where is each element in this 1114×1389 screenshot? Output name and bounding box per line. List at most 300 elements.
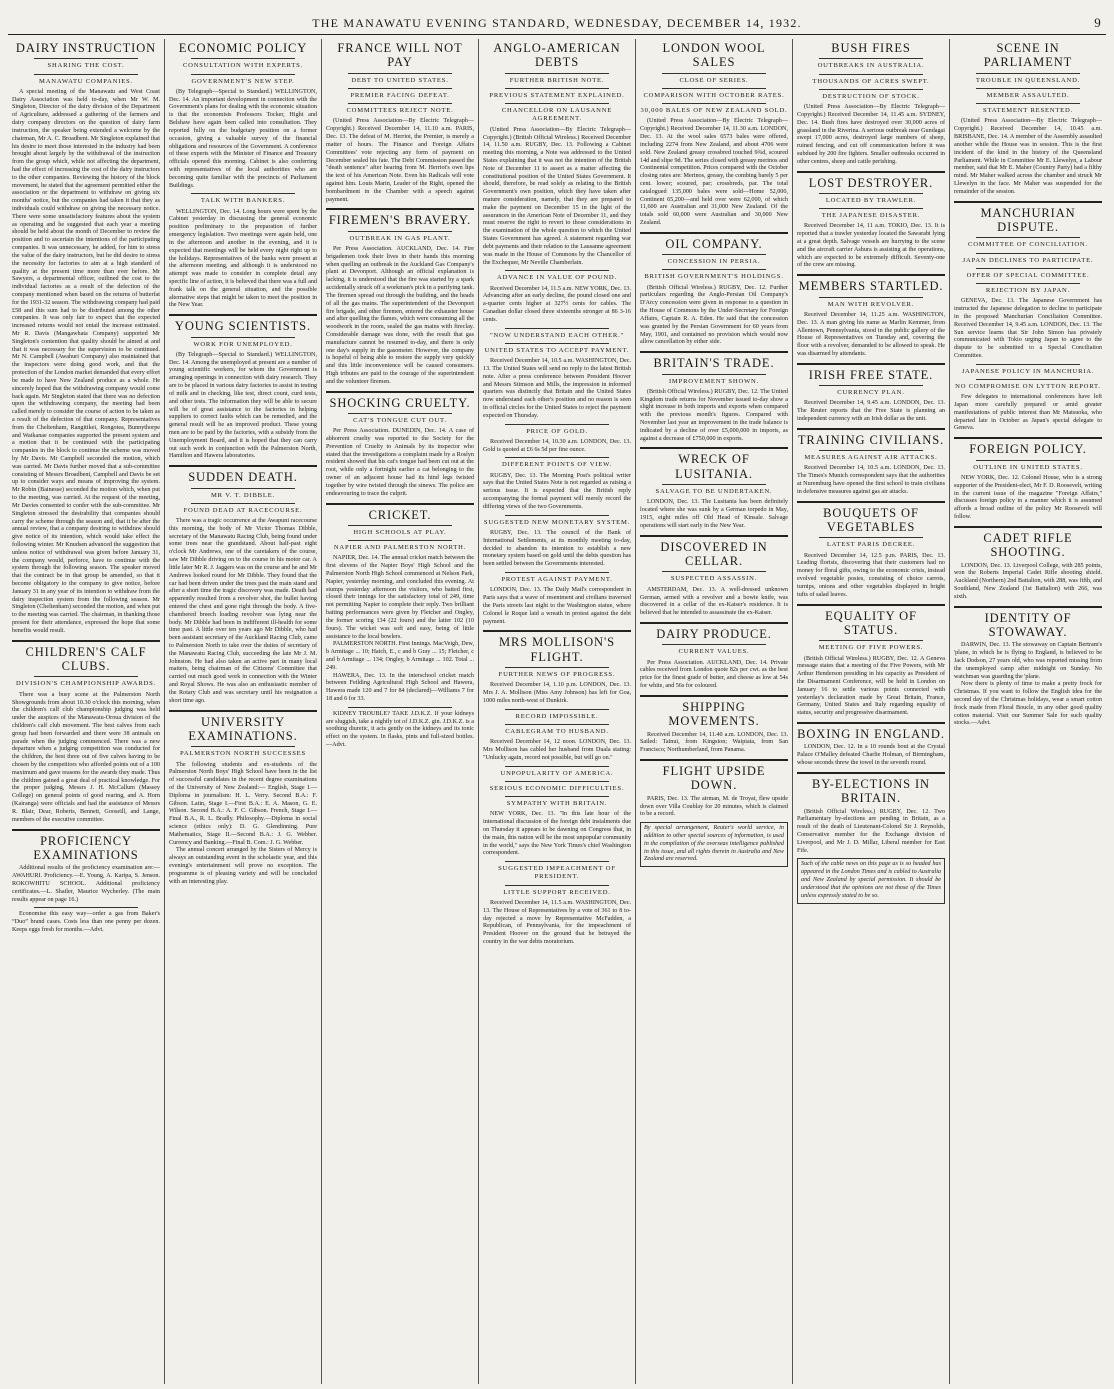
article xyxy=(640,447,788,530)
article-headline: CRICKET. xyxy=(368,507,432,522)
article-headline: FIREMEN'S BRAVERY. xyxy=(328,213,472,228)
article-paragraph: The following students and ex-students of the Palmerston North Boys' High School have been in the list of successful candidates in the recent degree examinations of the University of New Zealand:— English, Stage I.—Diploma in journalism: H. L. Verry. Second B.A.: F. Gibson. Latin, Stage I.—First B.A.: E. A. Mason, G. E. Wilson. Second B.A.: A. F. C. Gibson. French, Stage I.—Final B.A., R. L. Bradly. Philosophy.—Diploma in social science (ethics only): D. G. Glendinning. Pure Mathematics, Stage II.—Second B.A.: J. G. Webber. Currency and Banking.—Final B. Com.: J. G. Webber. xyxy=(169,761,317,846)
column-3 xyxy=(322,39,479,1384)
article-headline: IRISH FREE STATE. xyxy=(808,367,934,382)
article-paragraph: DARWIN, Dec. 13. The stowaway on Captain Bertram's 'plane, in which he is flying to England, is believed to be Jack Dodson, 27 years old, who was reported missing from the unemployed camp after midnight on Sunday. No watchman was guarding the 'plane. xyxy=(954,642,1102,680)
article-subheading: NAPIER AND PALMERSTON NORTH. xyxy=(333,544,467,552)
article-subheading: WORK FOR UNEMPLOYED. xyxy=(193,340,293,348)
article-headline: SHOCKING CRUELTY. xyxy=(329,395,471,410)
article-paragraph: NEW YORK, Dec. 12. Colonel House, who is a strong supporter of the President-elect, Mr F. D. Roosevelt, writing in the current issue of the magazine "Foreign Affairs," discusses foreign policy in a manner which it is assumed affords a broad outline of the policy Mr Roosevelt will follow. xyxy=(954,474,1102,520)
sub-rule xyxy=(662,269,766,270)
section-rule xyxy=(505,457,609,458)
article-divider xyxy=(954,201,1102,203)
sub-rule xyxy=(505,796,609,797)
article-paragraph: Received December 14, 12 noon. LONDON, Dec. 13. Mrs Mollison has cabled her husband from Duala stating: "Unlucky again, record not possible, but will go on." xyxy=(483,739,631,761)
article xyxy=(169,465,317,705)
article xyxy=(797,428,945,497)
article-subheading: IMPROVEMENT SHOWN. xyxy=(668,377,760,385)
sub-rule xyxy=(976,460,1080,461)
article-paragraph: (United Press Association—By Electric Telegraph—Copyright.) Received December 14, 11.10 a.m. PARIS, Dec. 13. The defeat of M. Herriot, the Premier, is merely a matter of hours. The Finance and Foreign Affairs Committees' vote rejecting any form of payment on December sealed his fate. The Debt Commission passed the "death sentence" after hearing from M. Herriot's own lips the text of his American Note. Even his Radicals will vote against him. Louis Marin, Leader of the Right, opened the bombardment in the Chamber with a speech against payment. xyxy=(326,118,474,203)
article-paragraph: KIDNEY TROUBLE? TAKE J.D.K.Z. If your kidneys are sluggish, take a nightly tot of J.D.K.Z. gin. J.D.K.Z. is a soothing diuretic, it acts gently on the kidneys and its tonic effect on the system. In flasks, pints and full-sized bottles.—Advt. xyxy=(326,710,474,749)
article-headline: WRECK OF LUSITANIA. xyxy=(675,452,753,481)
article-paragraph: NEW YORK, Dec. 13. "In this late hour of the international discussion of the foreign debt instalments due on Thursday it appears to be dawning on Congress that, in the main, this nation will be the most unpopular community in the world," says the New York Times's chief Washington correspondent. xyxy=(483,811,631,857)
article-paragraph: Received December 14, 11.5 a.m. NEW YORK, Dec. 13. Advancing after an early decline, the pound closed one and a-quarter cents higher at 327½ cents for cables. The Canadian dollar closed three sixteenths stronger at 86 3-16 cents. xyxy=(483,285,631,323)
sub-rule xyxy=(191,74,295,75)
article-divider xyxy=(483,630,631,632)
sub-rule xyxy=(191,746,295,747)
sub-rule xyxy=(505,724,609,725)
article-subheading: MEMBER ASSAULTED. xyxy=(986,91,1070,99)
article xyxy=(483,709,631,763)
article-headline: DAIRY PRODUCE. xyxy=(656,626,772,641)
article-subheading: BRITISH GOVERNMENT'S HOLDINGS. xyxy=(644,273,784,281)
article-divider xyxy=(797,604,945,606)
article-subheading: THOUSANDS OF ACRES SWEPT. xyxy=(812,77,930,85)
article-paragraph: Few delegates to international conferences have left Japan more carefully prepared or amid greater manifestations of public interest than Mr Matsuoka, who departed late in October as Japan's special delegate to Geneva. xyxy=(954,394,1102,432)
article-subheading: SYMPATHY WITH BRITAIN. xyxy=(506,800,608,808)
article-divider xyxy=(640,622,788,624)
article-paragraph: Received December 14, 11 a.m. TOKIO, Dec. 13. It is reported that a trawler yesterday located the Sawarabi lying at a great depth. Salvage vessels are hurrying to the scene and the aircraft carrier Ashura is assisting at the operations, which are expected to be extremely difficult. Seventy-one of the crew are missing. xyxy=(797,223,945,269)
article-paragraph: (United Press Association—By Electric Telegraph—Copyright.) Received December 14, 11.45 a.m. SYDNEY, Dec. 14. Bush fires have destroyed over 30,000 acres of grassland in the Riverina. A serious outbreak near Gundagai swept 17,000 acres, destroyed large numbers of sheep, ruined fencing, and cut off communication before it was subdued by 200 fire fighters. Smaller outbreaks occurred in other centres, sheep and cattle perishing. xyxy=(797,104,945,165)
article-headline: MEMBERS STARTLED. xyxy=(798,279,944,294)
article-headline: BRITAIN'S TRADE. xyxy=(653,356,775,371)
article-paragraph: LONDON, Dec. 12. In a 10 rounds bout at the Crystal Palace O'Malley defeated Charlie Holman, of Birmingham, whose seconds threw the towel in the seventh round. xyxy=(797,744,945,767)
article-divider xyxy=(12,640,160,642)
sub-rule xyxy=(662,571,766,572)
article xyxy=(797,722,945,768)
article-paragraph: There was a busy scene at the Palmerston North Showgrounds from about 10.30 o'clock this morning, when the children's calf club championship judging was held under the auspices of the Manawatu-Oroua division of the children's calf club movement. The best calves from each group had been forwarded and there were 38 animals on parade when the judging commenced. There was a new departure when a judging competition was conducted for the children, the best three out of five calves having to be chosen by the competitors who afforded points out of a 100 maximum and gave reasons for the awards they made. Thus the children gained a great deal of practical knowledge. For the proper judging, Messrs J. H. McCallum (Massey College) on general points of good rearing, and A. Horn (Kairanga) were officials and had the assistance of Messrs R. Blair, Dear, Roberts, Bennett, Gooseill, and Lange, members of the executive committee. xyxy=(12,691,160,823)
article-divider xyxy=(954,606,1102,608)
article-subheading: SUGGESTED IMPEACHMENT OF PRESIDENT. xyxy=(498,865,616,881)
section-rule xyxy=(191,193,295,194)
article-divider xyxy=(640,759,788,761)
sub-rule xyxy=(34,74,138,75)
article xyxy=(954,437,1102,521)
sub-rule xyxy=(976,379,1080,380)
article-divider xyxy=(640,447,788,449)
article xyxy=(954,201,1102,361)
article-paragraph: (British Official Wireless.) RUGBY, Dec. 12. Further particulars regarding the Anglo-Persian Oil Company's D'Arcy concession were given in response to a question in the House of Commons by the Under-Secretary for Foreign Affairs, Captain R. A. Eden. He said that the concession was granted by the Persian Government for 60 years from May, 1901, and contained no provision which would now allow cancellation by either side. xyxy=(640,284,788,346)
article xyxy=(797,41,945,167)
article-paragraph: There was a tragic occurrence at the Awapuni racecourse this morning, the body of Mr Victor Thomas Dibble, secretary of the Manawatu Racing Club, being found under some trees near the grandstand. About half-past eight o'clock Mr Andrews, one of the caretakers of the course, saw Mr Dibble driving on to the course in his motor car. A little later Mr R. J. Jaggers was on the course and he and Mr Andrews looked round for Mr Dibble. They found that the car had been driven under the trees past the main stand and after a short time the tragic discovery was made. Death had apparently resulted from a revolver shot, the bullet having entered the chest and gone right through the body. A five-chambered breech loading revolver was lying near the body. Mr Dibble had been in indifferent ill-health for some time past. A little over ten years ago Mr Dibble, who had been assistant secretary of the Auckland Racing Club, came to Palmerston North to take over the duties of secretary of the Manawatu Racing Club, succeeding the late Mr J. M. Johnston. He had also taken an active part in many local matters, being chairman of the Citizens' Committee that carried out much good work in connection with the Winter and Royal Shows. He was also an enthusiastic member of the Rotary Club and was secretary until his resignation a short time ago. xyxy=(169,518,317,704)
sub-rule xyxy=(505,885,609,886)
article-headline: DISCOVERED IN CELLAR. xyxy=(660,539,768,569)
article xyxy=(483,424,631,455)
article-divider xyxy=(169,314,317,316)
column-6 xyxy=(793,39,950,1384)
article-subheading: CAT'S TONGUE CUT OUT. xyxy=(353,417,447,424)
article-subheading: MANAWATU COMPANIES. xyxy=(39,77,133,85)
sub-rule xyxy=(976,283,1080,284)
article-subheading: COMMITTEE OF CONCILIATION. xyxy=(968,241,1088,249)
columns-container xyxy=(8,39,1106,1384)
article-subheading: FURTHER NEWS OF PROGRESS. xyxy=(498,671,616,679)
article-subheading: SALVAGE TO BE UNDERTAKEN. xyxy=(655,488,773,496)
article-divider xyxy=(797,171,945,173)
article-paragraph: A special meeting of the Manawatu and West Coast Dairy Association was held to-day, when Mr W. M. Singleton, Director of the dairy division of the Department of Agriculture, addressed a gathering of the farmers and dairy company directors on the question of dairy farm instruction, the speaker being extended a welcome by the chairman, Mr A. C. Broadbent. Mr Singleton explained that his desire to meet those interested in the industry had been brought about largely by the withdrawal of the instruction from the group which, while not affecting the department, had the effect of increasing the cost of the dairy instructors to the other companies. Reviewing the history of the block movement, he stated that the agreement permitted either the association or the department to withdraw on giving six months' notice, but the companies had taken it that they as individuals could withdraw on giving the necessary notice. There were some unsatisfactory features about the system as operating and he suggested that each year a meeting should be held about the month of December to review the position and to ascertain the intentions of the participating companies. It was unnecessary, he added, for him to stress the value of the dairy instructors, but he did desire to stress the necessity for factories to aim at a high standard of quality at the present time more than ever before. Mr Sawyers, a departmental officer, outlined the cost to the individual factories as a result of the defection of the company mentioned when based on the returns of butterfat for the 1931-32 season. The withdrawing company had paid £58 and this sum had to be distributed among the other companies. It was only fair to expect that the expected increased returns would not entail the increase estimated. Mr R. Davis (Mangawhata Company) supported Mr Singleton's contention that quality should be aimed at and that it was necessary for the supervision to be continued. Mr N. Campbell (Awahuri Company) also maintained that the inspectors were doing good work, and that the protection of the London market demanded that every effort be made to have New Zealand produce as a whole. He sincerely hoped that the withdrawing company would come back again. Mr Singleton stated that there was no defection upon the withdrawing company, the meeting had been called merely to consider the course of action to be taken as a result of the defection of that company. Representatives from the Cheltenham, Rangitikei, Rongotea, Bunnythorpe and Waikanae companies supported the present system and a motion that it be continued with the participating companies in the block to continue the scheme was moved by Mr Davis. Mr Campbell seconded the motion, which was carried. Mr Davis further moved that a sub-committee consisting of Messrs Broadbent, Campbell and Davis be set up to consider ways and means of improving the system. Mr Robin (Bainesse) seconded the motion which, when put to the meeting, was carried. At the request of the meeting, Mr Davies consented to confer with the sub-committee. Mr Singleton stressed the desirability that companies should carry the scheme through the season and, that it be after the annual review, that a company desiring to withdraw should give notice of its intention, which would take effect the following winter. Mr Knudsen advanced the suggestion that unless notice of withdrawal was given before January 31, the company would, perforce, have to continue with the system through the following season. The speaker moved that the contract be in that group be amended, so that it become obligatory to the company to give notice, before January 31 in any year of its intention to withdraw from the dairy inspection system from the following season. Mr Singleton (Cheltenham) seconded the motion, and when put to the meeting was carried. The chairman, in thanking those present for their attendance, expressed the hope that some benefits would result. xyxy=(12,88,160,634)
article xyxy=(640,41,788,228)
section-rule xyxy=(505,328,609,329)
article xyxy=(797,604,945,718)
article-subheading: TALK WITH BANKERS. xyxy=(200,197,286,205)
section-rule xyxy=(505,709,609,710)
article-paragraph: Received December 14, 10.5 a.m. LONDON, Dec. 13. The Times's Munich correspondent says that the authorities at Nuremburg have opened the first school to train civilians in defensive measures against gas air attacks. xyxy=(797,465,945,495)
article-paragraph: Per Press Association. AUCKLAND, Dec. 14. Private cables received from London quote 82s per cwt. as the best price for the finest grade of butter, and cheese as low at 54s for white, and 56s for coloured. xyxy=(640,659,788,689)
article-divider xyxy=(797,363,945,365)
article-subheading: DESTRUCTION OF STOCK. xyxy=(822,92,920,100)
sub-rule xyxy=(505,73,609,74)
article-divider xyxy=(326,208,474,210)
sub-rule xyxy=(348,88,452,89)
article-subheading: CONCESSION IN PERSIA. xyxy=(667,258,761,266)
article-headline: SCENE IN PARLIAMENT xyxy=(983,41,1073,70)
masthead-title: THE MANAWATU EVENING STANDARD, WEDNESDAY, DECEMBER 14, 1932. xyxy=(312,16,802,30)
sub-rule xyxy=(191,488,295,489)
article-paragraph: PALMERSTON NORTH. First Innings. MacVeigh, Dew, b Armitage ... 10; Hatch, E., c and b Gray ... 15; Fletcher, c and b Armitage ... 134; Ongley, b Armitage ... 102. Total ... 249. xyxy=(326,641,474,671)
article xyxy=(483,861,631,947)
article-headline: IDENTITY OF STOWAWAY. xyxy=(984,610,1072,639)
sub-rule xyxy=(191,337,295,338)
article-subheading: SERIOUS ECONOMIC DIFFICULTIES. xyxy=(489,784,625,792)
article-headline: LOST DESTROYER. xyxy=(808,175,934,190)
article-subheading: GOVERNMENT'S NEW STEP. xyxy=(191,77,295,85)
article-subheading: JAPAN DECLINES TO PARTICIPATE. xyxy=(962,256,1094,264)
sub-rule xyxy=(976,73,1080,74)
article-subheading: REJECTION BY JAPAN. xyxy=(985,287,1071,295)
article-headline: UNIVERSITY EXAMINATIONS. xyxy=(188,714,298,743)
sub-rule xyxy=(348,103,452,104)
sub-rule xyxy=(662,73,766,74)
article-paragraph: Received December 14, 12.5 p.m. PARIS, Dec. 13. Leading florists, discovering that their customers had no money for floral gifts, owing to the economic crisis, instead evolved vegetable posies, consisting of choice carrots, turnips, onions and other vegetables displayed in bright tufts of salad leaves. xyxy=(797,552,945,598)
article-subheading: SUGGESTED NEW MONETARY SYSTEM. xyxy=(483,518,631,526)
article-subheading: PALMERSTON NORTH SUCCESSES xyxy=(180,750,306,758)
article-paragraph: AMSTERDAM, Dec. 13. A well-dressed unknown German, armed with a revolver and a bowie knife, was discovered in a cellar of the ex-Kaiser's residence. It is believed that he intended to assassinate the ex-Kaiser. xyxy=(640,586,788,617)
sub-rule xyxy=(976,88,1080,89)
article xyxy=(326,391,474,499)
sub-rule xyxy=(505,667,609,668)
article-headline: FOREIGN POLICY. xyxy=(969,442,1087,457)
article-divider xyxy=(954,526,1102,528)
sub-rule xyxy=(348,540,452,541)
article xyxy=(640,622,788,691)
article-divider xyxy=(797,274,945,276)
article-paragraph: Additional results of the proficiency examination are:— AWAHURI. Proficiency.—E. Young, A. Karipa, S. Jenson. ROKOWHITU SCHOOL. Additional proficiency certificates.—L. Shailer, Maurice Wycherley. (The main results appear on page 16.) xyxy=(12,865,160,903)
article-subheading: COMPARISON WITH OCTOBER RATES. xyxy=(643,91,785,99)
article-headline: BOXING IN ENGLAND. xyxy=(797,727,945,742)
article-subheading: PREMIER FACING DEFEAT. xyxy=(350,91,450,99)
article-headline: FRANCE WILL NOT PAY xyxy=(337,41,463,70)
article-subheading: PREVIOUS STATEMENT EXPLAINED. xyxy=(489,91,625,99)
article-subheading: CURRENT VALUES. xyxy=(678,648,750,656)
article-headline: SHIPPING MOVEMENTS. xyxy=(668,699,760,729)
article-paragraph: (British Official Wireless.) RUGBY, Dec. 12. A Geneva message states that a meeting of the Five Powers, with Mr Arthur Henderson presiding in his capacity as President of the Disarmament Conference, will be held in London on January 16 to settle various points connected with yesterday's declaration made by Great Britain, France, Germany, United States and Italy regarding equality of status, security and progressive disarmament. xyxy=(797,655,945,717)
article-subheading: NO COMPROMISE ON LYTTON REPORT. xyxy=(955,383,1101,390)
article-paragraph: (By Telegraph—Special to Standard.) WELLINGTON, Dec. 14. Among the unemployed at present are a number of young scientific workers, for whom the Government is arranging openings in connection with dairy research. They are to be placed in various dairy factories to assist in testing of milk and in checking, like test, direct count, curd tests, and other tests. The information they will be able to secure will be of great assistance to the factories in helping suppliers to correct faults which can be remedied, and the general result will be an improved product. These young men are to be paid by the factories, with a subsidy from the Unemployment Board, and it is hoped that they can carry out such work in conjunction with the Palmerston North, Hamilton and Hawera laboratories. xyxy=(169,351,317,460)
article-headline: BY-ELECTIONS IN BRITAIN. xyxy=(811,776,930,806)
sub-rule xyxy=(819,89,923,90)
article-paragraph: (British Official Wireless.) RUGBY, Dec. 12. Two Parliamentary by-elections are pending in Britain, as a result of the death of Lieutenant-Colonel Sir J. Reynolds, Conservative member for the Exchange division of Liverpool, and Mr J. D. Millar, Liberal member for East Fife. xyxy=(797,808,945,854)
article xyxy=(483,41,631,267)
sub-rule xyxy=(976,253,1080,254)
article xyxy=(169,314,317,461)
article-subheading: TROUBLE IN QUEENSLAND. xyxy=(975,76,1081,84)
article-headline: YOUNG SCIENTISTS. xyxy=(174,319,312,334)
article xyxy=(797,363,945,424)
sub-rule xyxy=(191,58,295,59)
article-divider xyxy=(326,503,474,505)
article-paragraph: Economise this easy way—order a gas from Baker's “Duo” brand cases. Costs less than one penny per dozen. Keeps eggs fresh for months.—Advt. xyxy=(12,911,160,933)
article xyxy=(12,829,160,905)
article-headline: MANCHURIAN DISPUTE. xyxy=(980,205,1076,234)
article-divider xyxy=(797,428,945,430)
article-paragraph: (United Press Association—By Electric Telegraph—Copyright.) (British Official Wireless.) Received December 14, 11.50 a.m. RUGBY, Dec. 13. Following a Cabinet meeting this morning, a Note was addressed to the United States explaining that it was not the intention of the British Note of December 11 to assert as a matter affecting the constitutional position of the United States Government. It should, therefore, be read solely as relating to the British Government's own position, which they have taken after mature consideration, namely, that they are prepared to make the payment on December 15 in the light of the assurances in the American Note of December 11, and they must reserve the right to revert to those considerations in the examination of the whole question to which the United States Government has agreed. A statement regarding war debt payments and their relation to the Lausanne agreement was made in the House of Commons by the Chancellor of the Exchequer, Mr Neville Chamberlain. xyxy=(483,126,631,266)
article-paragraph: WELLINGTON, Dec. 14. Long hours were spent by the Cabinet yesterday in discussing the general economic position preliminary to the preparation of further emergency legislation. Two meetings were again held, one in the afternoon and another in the evening, and it is expected that meetings will be held every night right up to the holidays. Representatives of the banks were present at the afternoon meeting, and although it is understood no attempt was made to consider in complete detail any specific line of action, it is believed that there was a full and frank talk on the general situation, and the possible alternative steps that might be taken to meet the position in the New Year. xyxy=(169,208,317,309)
sub-rule xyxy=(34,58,138,59)
article-subheading: DIFFERENT POINTS OF VIEW. xyxy=(501,461,612,469)
sub-rule xyxy=(819,208,923,209)
article-headline: BOUQUETS OF VEGETABLES xyxy=(823,505,919,535)
article-subheading: FURTHER BRITISH NOTE. xyxy=(509,76,605,84)
sub-rule xyxy=(819,297,923,298)
sub-rule xyxy=(34,676,138,677)
article xyxy=(169,710,317,887)
article-subheading: COMMITTEES REJECT NOTE. xyxy=(346,107,454,115)
sub-rule xyxy=(819,385,923,386)
article-subheading: MR V. T. DIBBLE. xyxy=(211,491,275,499)
sub-rule xyxy=(819,640,923,641)
sub-rule xyxy=(348,525,452,526)
sub-rule xyxy=(819,74,923,75)
article xyxy=(12,907,160,934)
sub-rule xyxy=(505,343,609,344)
article-subheading: RECORD IMPOSSIBLE. xyxy=(515,712,599,720)
article-headline: EQUALITY OF STATUS. xyxy=(825,608,917,637)
article-headline: BUSH FIRES xyxy=(831,41,911,55)
sub-rule xyxy=(348,231,452,232)
article xyxy=(797,171,945,271)
article-paragraph: (United Press Association—By Electric Telegraph—Copyright.) Received December 14, 10.45 a.m. BRISBANE, Dec. 14. A member of the Assembly assaulted another while the House was in session. This is the first incident of the kind in the history of the Queensland Parliament. While in Committee Mr E. Llewelyn, a Labour member, said that Mr E. Maher (Country Party) had a filthy mind. Mr Maher walked across the chamber and struck Mr Llewelyn in the face. Mr Maher was suspended for the remainder of the session. xyxy=(954,118,1102,195)
sub-rule xyxy=(505,88,609,89)
sub-rule xyxy=(662,103,766,104)
sub-rule xyxy=(505,781,609,782)
article-divider xyxy=(640,535,788,537)
article-subheading: CONSULTATION WITH EXPERTS. xyxy=(182,62,304,70)
section-rule xyxy=(505,515,609,516)
article-paragraph: The annual concert arranged by the Sisters of Mercy is always an outstanding event in the scholastic year, and this evening's entertainment will prove no exception. The programme is of pleasing variety and will be concluded with an interesting play. xyxy=(169,847,317,885)
article-paragraph: Received December 14, 1.10 p.m. LONDON, Dec. 13. Mrs J. A. Mollison (Miss Amy Johnson) has left for Goa, 1000 miles north-west of Dunkirk. xyxy=(483,682,631,704)
article-paragraph: LONDON, Dec. 13. Liverpool College, with 285 points, won the Roberts Imperial Cadet Rifle shooting shield. Auckland (Northern) 2nd Battalion, with 288, was fifth, and Southland, New Zealand (1st Battalion) with 266, was sixth. xyxy=(954,562,1102,600)
sub-rule xyxy=(662,484,766,485)
article-headline: CADET RIFLE SHOOTING. xyxy=(983,530,1073,560)
article-subheading: "NOW UNDERSTAND EACH OTHER." xyxy=(489,331,625,339)
section-rule xyxy=(505,270,609,271)
sub-rule xyxy=(976,103,1080,104)
article-paragraph: Received December 14, 11.25 a.m. WASHINGTON, Dec. 13. A man giving his name as Marlin Kemmer, from Allentown, Pennsylvania, stood in the public gallery of the House of Representatives on Tuesday and, covering the floor with a revolver, demanded to be allowed to speak. He was disarmed by attendants. xyxy=(797,311,945,357)
article xyxy=(640,759,788,867)
article-divider xyxy=(12,829,160,831)
article xyxy=(797,501,945,600)
article-headline: SUDDEN DEATH. xyxy=(188,470,298,485)
article-subheading: SUSPECTED ASSASSIN. xyxy=(670,575,758,583)
article-headline: PROFICIENCY EXAMINATIONS xyxy=(33,833,139,862)
article-paragraph: RUGBY, Dec. 13. The council of the Bank of International Settlements, at its monthly meeting to-day, decided to abandon its intention to establish a new monetary system based on gold until the debts question has been settled between the Governments interested. xyxy=(483,529,631,568)
article-divider xyxy=(797,722,945,724)
article-divider xyxy=(169,710,317,712)
article xyxy=(797,274,945,358)
article-subheading: ADVANCE IN VALUE OF POUND. xyxy=(497,274,617,282)
article xyxy=(483,572,631,626)
sub-rule xyxy=(662,374,766,375)
sub-rule xyxy=(819,537,923,538)
article xyxy=(326,208,474,386)
article xyxy=(483,630,631,705)
editorial-note: By special arrangement, Reuter's world service, in addition to other special sources of information, is used in the compilation of the overseas intelligence published in this issue, and all rights therein in Australia and New Zealand are reserved. xyxy=(640,822,788,867)
article-subheading: LOCATED BY TRAWLER. xyxy=(825,196,917,204)
article-divider xyxy=(797,501,945,503)
section-rule xyxy=(976,364,1080,365)
column-4 xyxy=(479,39,636,1384)
article-subheading: MEASURES AGAINST AIR ATTACKS. xyxy=(804,454,938,462)
article xyxy=(954,606,1102,729)
sub-rule xyxy=(819,450,923,451)
column-5 xyxy=(636,39,793,1384)
sub-rule xyxy=(662,88,766,89)
section-rule xyxy=(505,861,609,862)
article-subheading: OUTLINE IN UNITED STATES. xyxy=(973,463,1083,471)
article xyxy=(954,364,1102,434)
article-subheading: THE JAPANESE DISASTER. xyxy=(821,212,921,220)
article-paragraph: (By Telegraph—Special to Standard.) WELLINGTON, Dec. 14. An important development in connection with the Government's plans for dealing with the economic situation is that the economists Professors Tocker, Hight and Belshaw have again been called into consultation. They reported fully on the budgetary position on a former occasion, giving a valuable survey of the financial obligations and resources of the Government. A conference of these experts with the Minister of Finance and Treasury officials opened this morning. Cabinet is also conferring with representatives of the local authorities who are becoming quite familiar with the precincts of Parliament Buildings. xyxy=(169,88,317,189)
article-subheading: JAPANESE POLICY IN MANCHURIA. xyxy=(961,367,1095,375)
article-headline: TRAINING CIVILIANS. xyxy=(797,432,945,447)
sub-rule xyxy=(976,268,1080,269)
article-headline: CHILDREN'S CALF CLUBS. xyxy=(25,644,147,674)
article xyxy=(483,270,631,324)
article-divider xyxy=(640,232,788,234)
article-paragraph: (United Press Association—By Electric Telegraph—Copyright.) Received December 14, 11.30 a.m. LONDON, Dec. 13. At the wool sales 6573 bales were offered, including 2274 from New Zealand, and about 4706 were sold. New Zealand greasy crossbred touched 9¾d, scoured 14d and slipe 9d. The series closed with greasy merinos and Continental competition. Prices compared with the October closing rates are: Merinos, greasy, the combing barely 5 per cent. lower; scoured, par; crossbreds, par. The total catalogued 135,000 bales were sold—Home 52,000, Continent 65,200—and held over were 62,000, of which 11,600 are Australian and 31,000 New Zealand. Of the totals sold 60,000 were Australian and 30,000 New Zealand. xyxy=(640,118,788,227)
article-headline: ANGLO-AMERICAN DEBTS xyxy=(493,41,621,70)
article-subheading: 30,000 BALES OF NEW ZEALAND SOLD. xyxy=(640,107,788,115)
article-divider xyxy=(640,695,788,697)
column-7 xyxy=(950,39,1106,1384)
article-subheading: MAN WITH REVOLVER. xyxy=(827,300,915,308)
article-subheading: LATEST PARIS DECREE. xyxy=(826,541,916,549)
article-paragraph: Received December 14, 11.40 a.m. LONDON, Dec. 13. Sailed: Tainui, from Kingston; Waipiata, from San Francisco; Northumberland, from Panama. xyxy=(640,731,788,754)
article-paragraph: Per Press Association. DUNEDIN, Dec. 14. A case of abhorrent cruelty was reported to the Society for the Prevention of Cruelty to Animals by its inspector who stated that the investigations a complaint made by a Roslyn resident showed that his cat's tongue had been cut out at the root, while only a fortnight earlier a cat belonging to the owner of an adjacent house had its hind legs twisted together by wire twisted through the sinews. The police are endeavouring to trace the culprit. xyxy=(326,428,474,497)
article xyxy=(640,695,788,755)
article-subheading: SHARING THE COST. xyxy=(47,62,125,70)
section-rule xyxy=(505,766,609,767)
article-paragraph: Now there is plenty of time to make a pretty frock for Christmas. If you want to follow the English idea for the second day of the Christmas holidays, wear a smart cotton frock made from Floral Boucle, in any other good quality cotton material. Visit our Summer Sale for such quality stocks.—Advt. xyxy=(954,681,1102,727)
page-number: 9 xyxy=(1094,15,1102,30)
article-subheading: MEETING OF FIVE POWERS. xyxy=(818,644,924,652)
article-subheading: HIGH SCHOOLS AT PLAY. xyxy=(353,528,447,536)
article xyxy=(169,193,317,310)
masthead xyxy=(8,6,1106,35)
article-subheading: CHANCELLOR ON LAUSANNE AGREEMENT. xyxy=(501,107,613,123)
article-subheading: DIVISION'S CHAMPIONSHIP AWARDS. xyxy=(15,680,157,688)
article-subheading: OUTBREAKS IN AUSTRALIA. xyxy=(817,62,925,70)
article-subheading: FOUND DEAD AT RACECOURSE. xyxy=(183,506,303,514)
article-subheading: OFFER OF SPECIAL COMMITTEE. xyxy=(966,271,1090,279)
article-subheading: OUTBREAK IN GAS PLANT. xyxy=(349,234,451,242)
article-paragraph: LONDON, Dec. 13. The Lusitania has been definitely located where she was sunk by a German torpedo in May, 1915, eight miles off Old Head of Kinsale. Salvage operations will start early in the New Year. xyxy=(640,499,788,529)
article-paragraph: Received December 14, 9.45 a.m. LONDON, Dec. 13. The Reuter reports that the Free State is planning an independent currency with an Irish dollar as the unit. xyxy=(797,400,945,423)
article xyxy=(797,772,945,904)
article-paragraph: Per Press Association. AUCKLAND, Dec. 14. Fire brigademen took their lives in their hands this morning when quelling an outbreak in the Auckland Gas Company's plant at Devonport. Although an official explanation is lacking, it is understood that the fire was started by a spark accidentally struck off a workman's pick in a purifying tank. The firemen spread out through the building, and the heads of all the gas mains. The superintendent of the Devonport fire brigade, and other firemen, entered the exhauster house and after quelling the flames, which were consuming all the woodwork in the room, sealed the gas mains with fireclay. Considerable damage was done, with the result that gas manufacture cannot be resumed to-day, and there is only one day's supply in the gasometer. However, the company is hopeful of being able to restore the supply very quickly and this little inconvenience will be caused consumers. High tributes are paid to the courage of the superintendent and the volunteer firemen. xyxy=(326,246,474,385)
article xyxy=(483,328,631,421)
article xyxy=(483,515,631,569)
editorial-note: Such of the cable news on this page as is so headed has appeared in the London Times and is cabled to Australia and New Zealand by special permission. It should be understood that the opinions are not those of the Times unless expressly stated to be so. xyxy=(797,858,945,903)
article xyxy=(954,41,1102,197)
article-headline: DAIRY INSTRUCTION xyxy=(15,41,157,55)
article-divider xyxy=(954,437,1102,439)
article-paragraph: Received December 14, 11.5 a.m. WASHINGTON, Dec. 13. The House of Representatives by a vote of 361 to 8 to-day rejected a move by Representative McFadden, a Republican, of Pennsylvania, for the impeachment of President Hoover on the ground that he betrayed the country in the war debts moratorium. xyxy=(483,899,631,945)
article xyxy=(483,457,631,511)
sub-rule xyxy=(662,644,766,645)
article-subheading: UNITED STATES TO ACCEPT PAYMENT. xyxy=(484,346,630,354)
article-headline: MRS MOLLISON'S FLIGHT. xyxy=(499,635,615,664)
article xyxy=(169,41,317,190)
article-paragraph: Received December 14, 10.5 a.m. WASHINGTON, Dec. 13. The United States will send no reply to the latest British note. After a press conference between President Hoover and Messrs Stimson and Mills, the impression in informed quarters was distinctly that Britain and the United States now understand each other's position and no reason is seen in official circles for the United States to reject the payment expected on Thursday. xyxy=(483,358,631,419)
article-headline: FLIGHT UPSIDE DOWN. xyxy=(662,763,766,793)
article-paragraph: PARIS, Dec. 13. The airman, M. de Troyat, flew upside down over Villa Coublay for 20 minutes, which is claimed to be a record. xyxy=(640,795,788,818)
article-subheading: LITTLE SUPPORT RECEIVED. xyxy=(503,888,611,896)
section-rule xyxy=(34,907,138,908)
article-divider xyxy=(640,351,788,353)
sub-rule xyxy=(348,73,452,74)
article-subheading: CLOSE OF SERIES. xyxy=(679,76,749,84)
section-rule xyxy=(348,707,452,708)
article-paragraph: RUGBY, Dec. 13. The Morning Post's political writer says that the United States Note is not regarded as raising a serious issue. It is expected that the British reply accompanying the formal payment will merely record the differing views of the two Governments. xyxy=(483,472,631,510)
article xyxy=(640,535,788,618)
article xyxy=(483,766,631,859)
sub-rule xyxy=(191,503,295,504)
article-subheading: STATEMENT RESENTED. xyxy=(982,107,1073,115)
section-rule xyxy=(505,572,609,573)
article xyxy=(640,232,788,347)
article-paragraph: Received December 14, 10.30 a.m. LONDON, Dec. 13. Gold is quoted at £6 6s 5d per fine ounce. xyxy=(483,438,631,453)
article-subheading: CABLEGRAM TO HUSBAND. xyxy=(505,727,609,735)
article xyxy=(326,503,474,704)
sub-rule xyxy=(505,103,609,104)
article-divider xyxy=(326,391,474,393)
article-headline: ECONOMIC POLICY xyxy=(178,41,308,55)
sub-rule xyxy=(348,413,452,414)
article-paragraph: LONDON, Dec. 13. The Daily Mail's correspondent in Paris says that a wave of resentment and civilians traversed the Paris streets last night to the Washington statue, where Colonel le Roque laid a wreath in protest against the debt payment. xyxy=(483,587,631,625)
article xyxy=(326,41,474,204)
sub-rule xyxy=(819,193,923,194)
article-headline: LONDON WOOL SALES xyxy=(662,41,766,70)
article-subheading: UNPOPULARITY OF AMERICA. xyxy=(500,769,614,777)
article xyxy=(326,707,474,750)
sub-rule xyxy=(662,254,766,255)
article-paragraph: NAPIER, Dec. 14. The annual cricket match between the first elevens of the Napier Boys' High School and the Palmerston North High School commenced at Nelson Park, Napier, yesterday morning, and concluded this evening. At stumps yesterday afternoon the visitors, who batted first, closed their innings for the satisfactory total of 249, time not permitting Napier to complete their reply. Two brilliant batting performances were given by Fletcher and Ongley, the former scoring 134 (22 fours) and the latter 102 (10 fours). The wicket was soft and easy, being of little assistance to the local bowlers. xyxy=(326,555,474,640)
article-divider xyxy=(797,772,945,774)
article-paragraph: (British Official Wireless.) RUGBY, Dec. 12. The United Kingdom trade returns for November issued to-day show a slight increase in both imports and exports when compared with the previous month's figures. Compared with November last year an improvement in the trade balance is indicated by a decline of over £5,000,000 in imports, as against a decrease of £750,000 in exports. xyxy=(640,388,788,442)
article-subheading: CURRENCY PLAN. xyxy=(837,389,905,397)
article-subheading: PROTEST AGAINST PAYMENT. xyxy=(501,576,613,584)
article xyxy=(12,640,160,825)
section-rule xyxy=(505,424,609,425)
column-1 xyxy=(8,39,165,1384)
article xyxy=(640,351,788,443)
sub-rule xyxy=(976,237,1080,238)
article-headline: OIL COMPANY. xyxy=(665,236,763,251)
article-subheading: DEBT TO UNITED STATES. xyxy=(351,76,449,84)
article xyxy=(954,526,1102,602)
article-paragraph: HAWERA, Dec. 13. In the interschool cricket match between Feilding Agricultural High School and Hawera, Hawera made 120 and 7 for 84 (declared)—Williams 7 for 18 and 6 for 33. xyxy=(326,672,474,703)
